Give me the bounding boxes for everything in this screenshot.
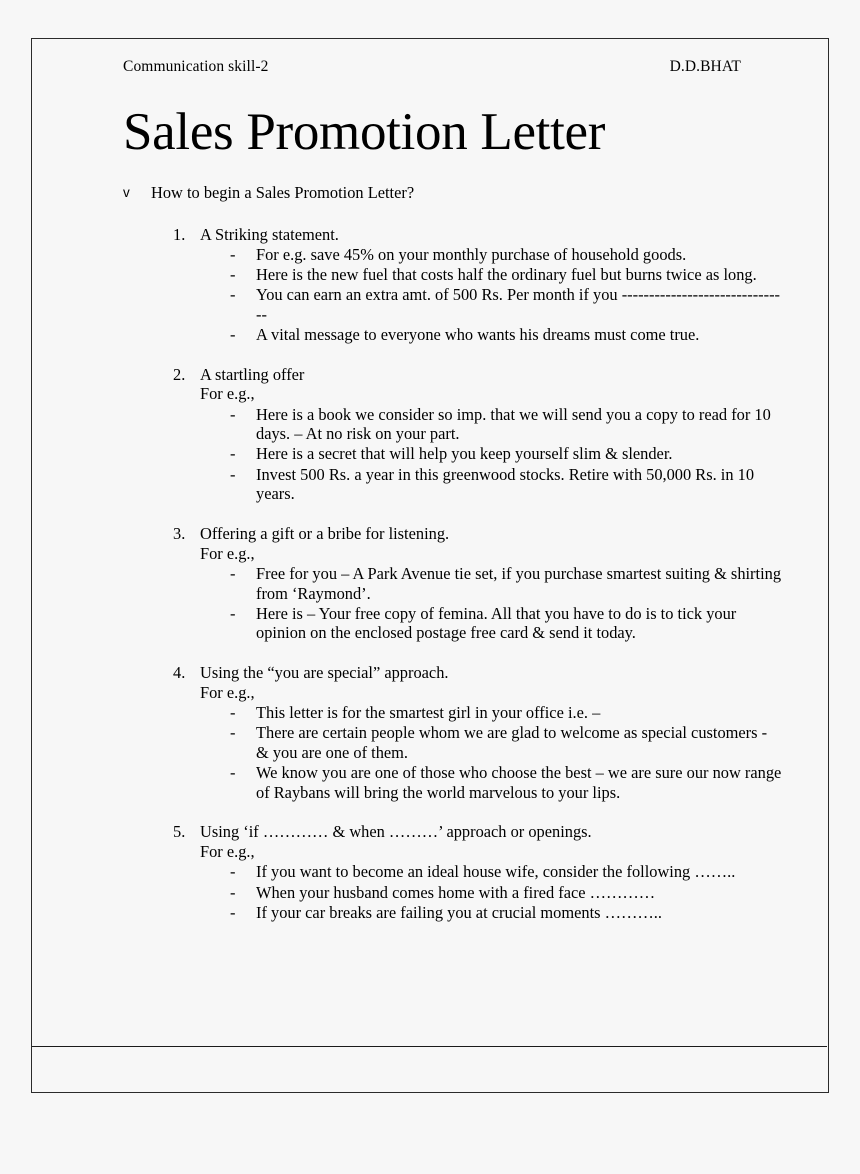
footer-divider xyxy=(32,1046,827,1047)
sub-bullet-text: This letter is for the smartest girl in your office i.e. – xyxy=(256,703,601,723)
dash-bullet-icon: - xyxy=(230,264,236,284)
list-item xyxy=(123,524,783,643)
sub-bullet-text: We know you are one of those who choose the best – we are sure our now range of Raybans will bring the world marvelous to your lips. xyxy=(256,763,782,802)
section-title: Offering a gift or a bribe for listening. xyxy=(200,524,450,544)
dash-bullet-icon: - xyxy=(230,723,236,743)
sub-bullet-text: If you want to become an ideal house wife, consider the following …….. xyxy=(256,862,736,882)
sub-bullet-item xyxy=(230,564,783,603)
sub-bullet-text: For e.g. save 45% on your monthly purchase of household goods. xyxy=(256,244,687,264)
sub-bullet-text: When your husband comes home with a fired face ………… xyxy=(256,882,656,902)
list-item xyxy=(123,225,783,345)
sub-bullet-item xyxy=(230,325,783,345)
sub-bullet-item xyxy=(230,285,783,324)
dash-bullet-icon: - xyxy=(230,444,236,464)
dash-bullet-icon: - xyxy=(230,404,236,424)
sub-bullet-text: There are certain people whom we are glad to welcome as special customers - & you are one of them. xyxy=(256,723,768,762)
sub-bullet-item xyxy=(230,883,783,903)
sub-bullet-text: Here is a book we consider so imp. that we will send you a copy to read for 10 days. – At no risk on your part. xyxy=(256,404,771,444)
sub-bullet-item xyxy=(230,862,783,882)
sub-bullet-list xyxy=(173,862,783,922)
dash-bullet-icon: - xyxy=(230,862,236,882)
sub-bullet-item xyxy=(230,703,783,723)
dash-bullet-icon: - xyxy=(230,244,236,264)
dash-bullet-icon: - xyxy=(230,285,236,305)
for-example-label: For e.g., xyxy=(200,543,255,563)
section-heading xyxy=(173,365,783,385)
question-text: How to begin a Sales Promotion Letter? xyxy=(151,183,415,203)
sub-bullet-text: You can earn an extra amt. of 500 Rs. Per month if you ------------------------------- xyxy=(256,285,780,324)
sub-bullet-list xyxy=(173,245,783,345)
section-number: 1. xyxy=(173,224,186,244)
sub-bullet-text: Here is a secret that will help you keep yourself slim & slender. xyxy=(256,444,673,464)
section-heading xyxy=(173,822,783,842)
sub-bullet-text: A vital message to everyone who wants his dreams must come true. xyxy=(256,325,700,345)
sub-bullet-text: If your car breaks are failing you at crucial moments ……….. xyxy=(256,902,662,922)
wingding-bullet-icon: v xyxy=(123,185,130,201)
sub-bullet-item xyxy=(230,265,783,285)
section-number: 3. xyxy=(173,524,186,544)
dash-bullet-icon: - xyxy=(230,902,236,922)
dash-bullet-icon: - xyxy=(230,703,236,723)
dash-bullet-icon: - xyxy=(230,603,236,623)
sub-bullet-text: Here is – Your free copy of femina. All that you have to do is to tick your opinion on the enclosed postage free card & send it today. xyxy=(256,603,737,643)
sub-bullet-item xyxy=(230,245,783,265)
for-example-label: For e.g., xyxy=(200,842,255,862)
sub-bullet-item xyxy=(230,763,783,802)
section-number: 2. xyxy=(173,364,186,384)
sub-bullet-list xyxy=(173,564,783,643)
list-item xyxy=(123,663,783,802)
for-example-label: For e.g., xyxy=(200,384,255,404)
section-heading xyxy=(173,225,783,245)
section-heading xyxy=(173,524,783,544)
section-title: A Striking statement. xyxy=(200,224,339,244)
dash-bullet-icon: - xyxy=(230,325,236,345)
dash-bullet-icon: - xyxy=(230,464,236,484)
sub-bullet-list xyxy=(173,703,783,802)
sub-bullet-item xyxy=(230,405,783,444)
list-item xyxy=(123,822,783,922)
dash-bullet-icon: - xyxy=(230,882,236,902)
section-title: Using the “you are special” approach. xyxy=(200,663,449,683)
document-body xyxy=(123,105,783,922)
question-line xyxy=(123,183,783,204)
running-header xyxy=(123,58,741,76)
sub-bullet-text: Here is the new fuel that costs half the ordinary fuel but burns twice as long. xyxy=(256,264,757,284)
sub-bullet-item xyxy=(230,604,783,643)
sub-bullet-item xyxy=(230,444,783,464)
sub-bullet-item xyxy=(230,723,783,762)
sub-bullet-text: Free for you – A Park Avenue tie set, if you purchase smartest suiting & shirting from ‘Raymond’. xyxy=(256,563,782,603)
section-number: 5. xyxy=(173,822,186,842)
dash-bullet-icon: - xyxy=(230,763,236,783)
sub-bullet-item xyxy=(230,465,783,504)
section-number: 4. xyxy=(173,663,186,683)
section-title: Using ‘if ………… & when ………’ approach or openings. xyxy=(200,822,592,842)
sub-bullet-text: Invest 500 Rs. a year in this greenwood stocks. Retire with 50,000 Rs. in 10 years. xyxy=(256,464,755,504)
section-heading xyxy=(173,663,783,683)
header-right-author: D.D.BHAT xyxy=(669,58,741,75)
sub-bullet-list xyxy=(173,405,783,504)
document-page xyxy=(31,38,829,1093)
page-title: Sales Promotion Letter xyxy=(123,103,606,161)
numbered-sections xyxy=(123,225,783,923)
sub-bullet-item xyxy=(230,903,783,923)
section-title: A startling offer xyxy=(200,364,305,384)
for-example-label: For e.g., xyxy=(200,682,255,702)
list-item xyxy=(123,365,783,504)
dash-bullet-icon: - xyxy=(230,563,236,583)
header-left-text: Communication skill-2 xyxy=(123,58,269,75)
